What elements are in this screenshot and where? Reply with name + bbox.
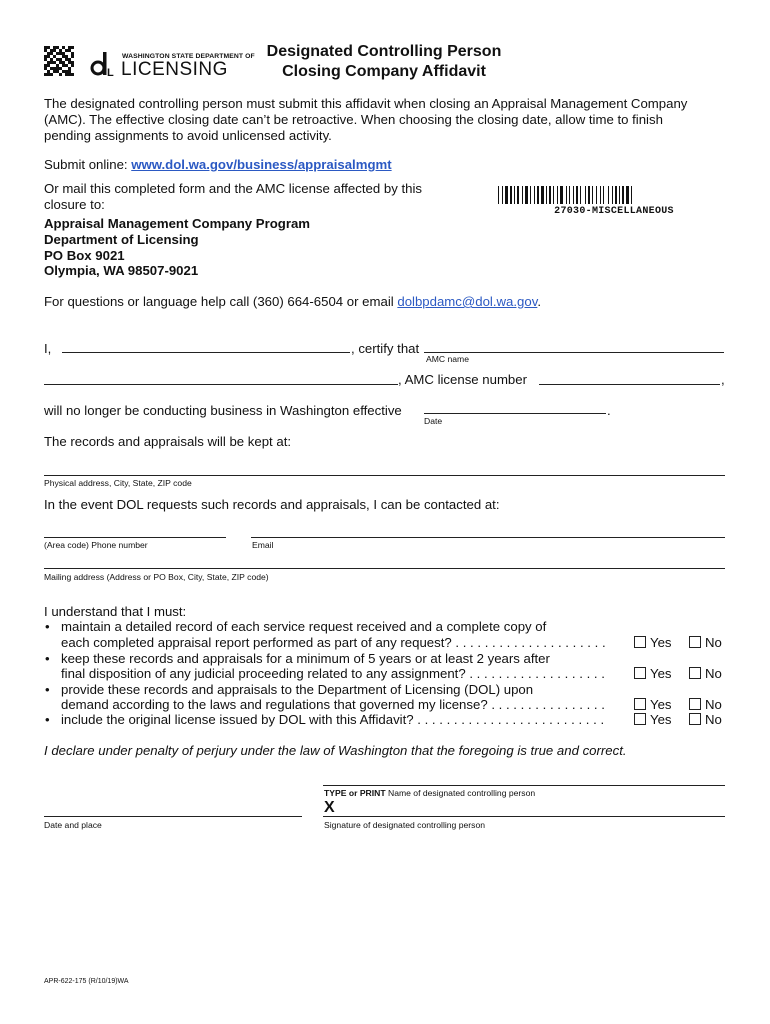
submit-label: Submit online:	[44, 157, 132, 172]
no-label: No	[705, 697, 722, 712]
yes-checkbox-1[interactable]	[634, 636, 646, 648]
amc-name-caption: AMC name	[426, 354, 469, 364]
understand-heading: I understand that I must:	[44, 604, 187, 619]
records-kept-label: The records and appraisals will be kept at:	[44, 434, 292, 449]
physical-address-caption: Physical address, City, State, ZIP code	[44, 478, 192, 488]
help-email-link[interactable]: dolbpdamc@dol.wa.gov	[397, 294, 538, 309]
barcode-text: 27030-MISCELLANEOUS	[554, 206, 674, 217]
amc-name-field[interactable]	[424, 352, 724, 353]
item-1-line1: maintain a detailed record of each service request received and a complete copy of	[61, 619, 547, 634]
email-field[interactable]	[251, 537, 725, 538]
item-4-line1: include the original license issued by DOL with this Affidavit? . . . . . . . . . . . . . . . . . . . . . . . . . .	[61, 712, 605, 727]
help-period: .	[537, 294, 541, 309]
item-1-line2: each completed appraisal report performed as part of any request? . . . . . . . . . . . . . . . . . . . . .	[61, 635, 606, 650]
dol-logo-icon	[90, 48, 124, 78]
physical-address-field[interactable]	[44, 475, 725, 476]
amc-name-continued-field[interactable]	[44, 384, 398, 385]
yes-option-4[interactable]	[634, 712, 672, 728]
yes-checkbox-3[interactable]	[634, 698, 646, 710]
no-checkbox-1[interactable]	[689, 636, 701, 648]
mail-line1: Or mail this completed form and the AMC license affected by this	[44, 181, 422, 196]
item-2-line2: final disposition of any judicial proceeding related to any assignment? . . . . . . . . . . . . . . . . . . .	[61, 666, 605, 681]
yes-label: Yes	[650, 712, 672, 727]
license-number-field[interactable]	[539, 384, 720, 385]
no-checkbox-4[interactable]	[689, 713, 701, 725]
i-label: I,	[44, 341, 52, 356]
help-line	[44, 294, 541, 310]
barcode	[498, 186, 730, 204]
license-label: , AMC license number	[398, 372, 527, 387]
yes-label: Yes	[650, 666, 672, 681]
date-place-field[interactable]	[44, 816, 302, 817]
item-3-line2: demand according to the laws and regulations that governed my license? . . . . . . . . . . . . . . . .	[61, 697, 605, 712]
submit-url-link[interactable]: www.dol.wa.gov/business/appraisalmgmt	[131, 157, 392, 172]
no-checkbox-3[interactable]	[689, 698, 701, 710]
signature-field[interactable]	[323, 816, 725, 817]
no-checkbox-2[interactable]	[689, 667, 701, 679]
certify-label: , certify that	[351, 341, 420, 356]
address-line2: Department of Licensing	[44, 232, 199, 247]
no-option-1[interactable]	[689, 635, 722, 651]
phone-field[interactable]	[44, 537, 226, 538]
intro-line2: (AMC). The effective closing date can’t be retroactive. When choosing the closing date, allow time to finish	[44, 112, 663, 127]
effective-date-field[interactable]	[424, 413, 606, 414]
mail-line2: closure to:	[44, 197, 105, 212]
no-label: No	[705, 635, 722, 650]
address-line4: Olympia, WA 98507-9021	[44, 263, 199, 278]
form-qr-code	[44, 46, 74, 76]
intro-line3: pending assignments to avoid unlicensed activity.	[44, 128, 332, 143]
no-option-3[interactable]	[689, 697, 722, 713]
typed-name-field[interactable]	[323, 785, 725, 786]
no-label: No	[705, 712, 722, 727]
name-field[interactable]	[62, 352, 350, 353]
signature-caption: Signature of designated controlling person	[324, 820, 486, 830]
yes-option-2[interactable]	[634, 666, 672, 682]
submit-online	[44, 157, 392, 173]
yes-label: Yes	[650, 635, 672, 650]
perjury-declaration: I declare under penalty of perjury under the law of Washington that the foregoing is true and correct.	[44, 743, 627, 758]
no-option-4[interactable]	[689, 712, 722, 728]
form-title-line2: Closing Company Affidavit	[282, 63, 486, 80]
bullet-3: •	[45, 682, 50, 697]
type-print-bold: TYPE or PRINT	[324, 788, 386, 798]
yes-checkbox-4[interactable]	[634, 713, 646, 725]
svg-text:L: L	[107, 67, 114, 78]
yes-option-3[interactable]	[634, 697, 672, 713]
bullet-1: •	[45, 619, 50, 634]
email-caption: Email	[252, 540, 274, 550]
form-number: APR-622-175 (R/10/19)WA	[44, 978, 129, 985]
event-label: In the event DOL requests such records and appraisals, I can be contacted at:	[44, 497, 500, 512]
no-longer-label: will no longer be conducting business in Washington effective	[44, 403, 402, 418]
yes-label: Yes	[650, 697, 672, 712]
effective-date-period: .	[607, 403, 611, 418]
licensing-wordmark: LICENSING	[121, 59, 228, 80]
yes-option-1[interactable]	[634, 635, 672, 651]
bullet-2: •	[45, 651, 50, 666]
dept-line: WASHINGTON STATE DEPARTMENT OF	[122, 53, 255, 60]
license-comma: ,	[721, 372, 725, 387]
mailing-address-field[interactable]	[44, 568, 725, 569]
typed-name-caption	[324, 788, 535, 798]
address-line1: Appraisal Management Company Program	[44, 216, 311, 231]
no-option-2[interactable]	[689, 666, 722, 682]
mailing-address-caption: Mailing address (Address or PO Box, City, State, ZIP code)	[44, 572, 269, 582]
help-text: For questions or language help call (360) 664-6504 or email	[44, 294, 398, 309]
item-2-line1: keep these records and appraisals for a minimum of 5 years or at least 2 years after	[61, 651, 550, 666]
intro-line1: The designated controlling person must submit this affidavit when closing an Appraisal Management Company	[44, 96, 688, 111]
item-3-line1: provide these records and appraisals to the Department of Licensing (DOL) upon	[61, 682, 534, 697]
no-label: No	[705, 666, 722, 681]
date-place-caption: Date and place	[44, 820, 102, 830]
bullet-4: •	[45, 712, 50, 727]
form-title-line1: Designated Controlling Person	[266, 43, 502, 60]
type-print-rest: Name of designated controlling person	[385, 788, 536, 798]
signature-x-mark: X	[324, 799, 335, 816]
address-line3: PO Box 9021	[44, 248, 125, 263]
phone-caption: (Area code) Phone number	[44, 540, 148, 550]
dol-logo	[90, 48, 255, 80]
date-caption: Date	[424, 416, 443, 426]
yes-checkbox-2[interactable]	[634, 667, 646, 679]
